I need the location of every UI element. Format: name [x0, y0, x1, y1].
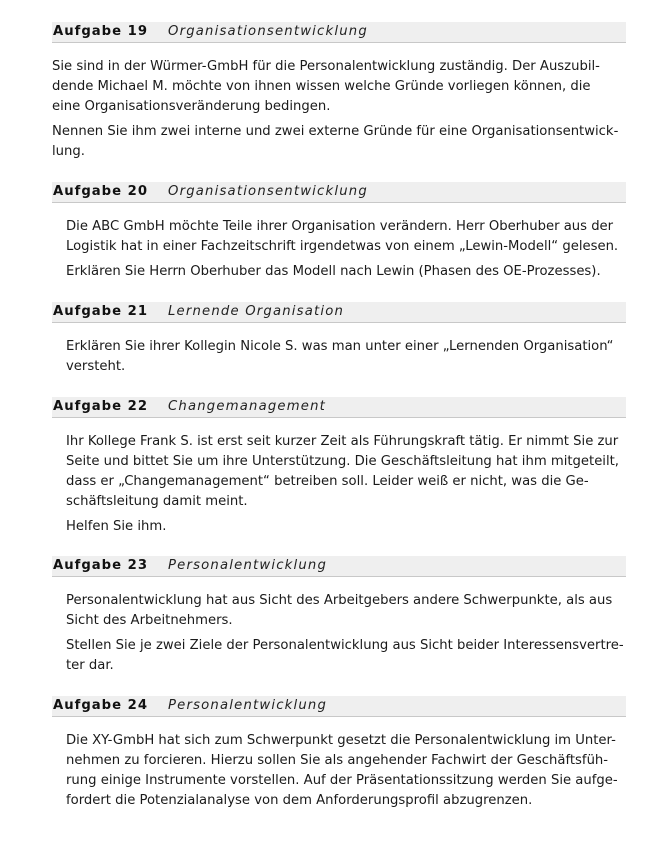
text-line: versteht.: [66, 359, 126, 374]
text-line: dende Michael M. möchte von ihnen wissen welche Gründe vorliegen können, die: [52, 79, 591, 94]
text-line: ter dar.: [66, 658, 114, 673]
text-line: lung.: [52, 144, 85, 159]
task-number: Aufgabe 21: [53, 304, 148, 319]
text-line: Helfen Sie ihm.: [66, 519, 167, 534]
task-number: Aufgabe 19: [53, 24, 148, 39]
text-line: nehmen zu forcieren. Hierzu sollen Sie als angehender Fachwirt der Geschäftsfüh-: [66, 753, 609, 768]
task-paragraph: [66, 432, 626, 512]
task-23: [52, 556, 626, 681]
task-topic: Changemanagement: [168, 399, 327, 414]
text-line: fordert die Potenzialanalyse von dem Anforderungsprofil abzugrenzen.: [66, 793, 533, 808]
task-header: [52, 22, 626, 43]
task-body: [66, 217, 626, 282]
task-24: [52, 696, 626, 816]
task-number: Aufgabe 20: [53, 184, 148, 199]
text-line: eine Organisationsveränderung bedingen.: [52, 99, 331, 114]
task-body: [66, 591, 626, 676]
task-body: [66, 432, 626, 537]
text-line: Nennen Sie ihm zwei interne und zwei externe Gründe für eine Organisationsentwick-: [52, 124, 619, 139]
text-line: Erklären Sie ihrer Kollegin Nicole S. was man unter einer „Lernenden Organisation“: [66, 339, 614, 354]
task-19: [52, 22, 626, 167]
task-number: Aufgabe 23: [53, 558, 148, 573]
task-topic: Personalentwicklung: [168, 558, 328, 573]
text-line: Sicht des Arbeitnehmers.: [66, 613, 233, 628]
task-body: [66, 337, 626, 377]
task-topic: Lernende Organisation: [168, 304, 345, 319]
task-paragraph: [66, 337, 626, 377]
text-line: Ihr Kollege Frank S. ist erst seit kurzer Zeit als Führungskraft tätig. Er nimmt Sie zur: [66, 434, 619, 449]
text-line: Logistik hat in einer Fachzeitschrift irgendetwas von einem „Lewin-Modell“ gelesen.: [66, 239, 619, 254]
task-paragraph: [66, 517, 626, 537]
text-line: dass er „Changemanagement“ betreiben soll. Leider weiß er nicht, was die Ge-: [66, 474, 589, 489]
task-22: [52, 397, 626, 542]
task-topic: Personalentwicklung: [168, 698, 328, 713]
task-paragraph: [66, 731, 626, 811]
text-line: Die XY-GmbH hat sich zum Schwerpunkt gesetzt die Personalentwicklung im Unter-: [66, 733, 616, 748]
text-line: schäftsleitung damit meint.: [66, 494, 248, 509]
text-line: rung einige Instrumente vorstellen. Auf der Präsentationssitzung werden Sie aufge-: [66, 773, 618, 788]
task-header: [52, 397, 626, 418]
task-paragraph: [66, 217, 626, 257]
task-paragraph: [52, 122, 626, 162]
text-line: Seite und bittet Sie um ihre Unterstützung. Die Geschäftsleitung hat ihm mitgeteilt,: [66, 454, 619, 469]
task-20: [52, 182, 626, 287]
task-topic: Organisationsentwicklung: [168, 24, 368, 39]
text-line: Sie sind in der Würmer-GmbH für die Personalentwicklung zuständig. Der Auszubil-: [52, 59, 600, 74]
task-header: [52, 182, 626, 203]
task-21: [52, 302, 626, 382]
task-body: [52, 57, 626, 162]
text-line: Die ABC GmbH möchte Teile ihrer Organisation verändern. Herr Oberhuber aus der: [66, 219, 614, 234]
task-header: [52, 556, 626, 577]
task-paragraph: [66, 262, 626, 282]
task-header: [52, 696, 626, 717]
task-number: Aufgabe 22: [53, 399, 148, 414]
task-paragraph: [66, 636, 626, 676]
task-paragraph: [52, 57, 626, 117]
task-number: Aufgabe 24: [53, 698, 148, 713]
task-topic: Organisationsentwicklung: [168, 184, 368, 199]
text-line: Erklären Sie Herrn Oberhuber das Modell nach Lewin (Phasen des OE-Prozesses).: [66, 264, 601, 279]
task-paragraph: [66, 591, 626, 631]
text-line: Personalentwicklung hat aus Sicht des Arbeitgebers andere Schwerpunkte, als aus: [66, 593, 613, 608]
task-body: [66, 731, 626, 811]
text-line: Stellen Sie je zwei Ziele der Personalentwicklung aus Sicht beider Interessensvertre-: [66, 638, 624, 653]
task-header: [52, 302, 626, 323]
